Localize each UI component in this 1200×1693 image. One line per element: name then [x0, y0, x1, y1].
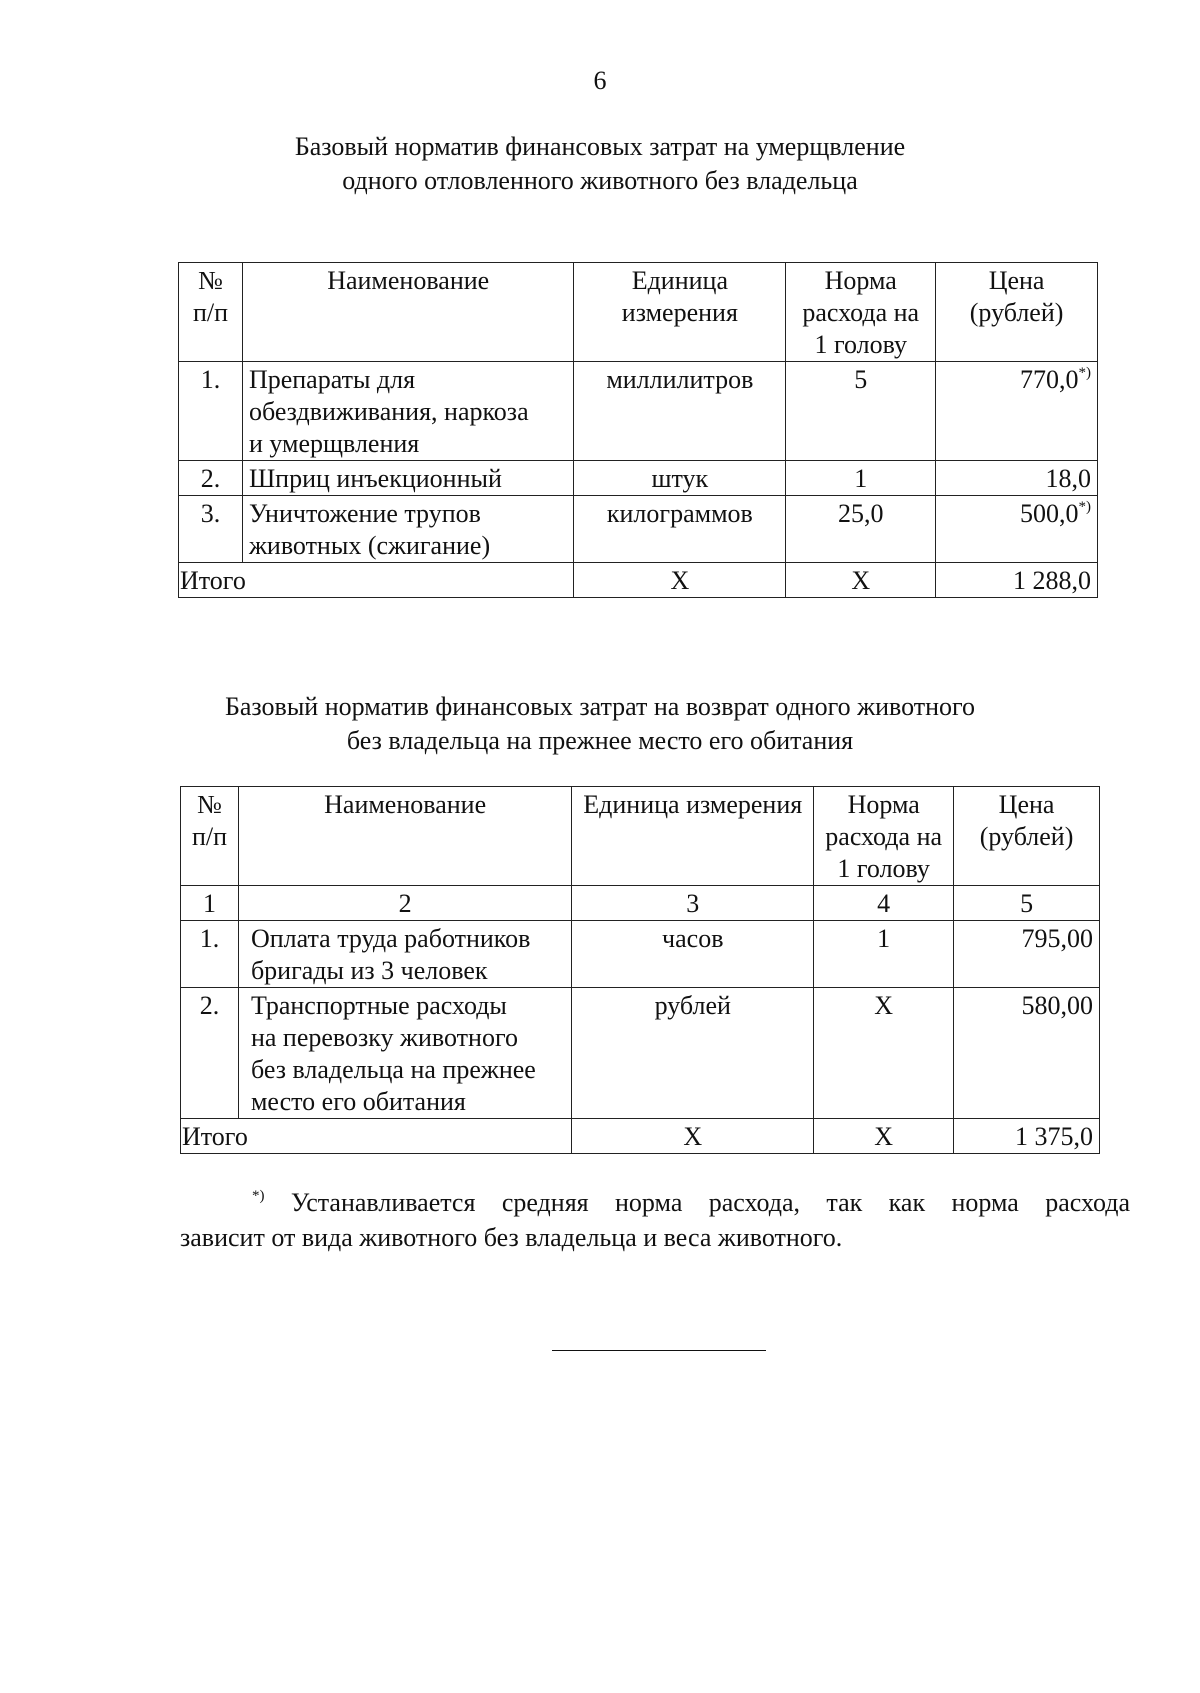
table-row [181, 988, 1100, 1119]
column-number: 4 [814, 886, 954, 921]
footnote [180, 1185, 1130, 1255]
column-number: 3 [572, 886, 814, 921]
row-name-line1: Оплата труда работников [250, 924, 531, 953]
total-label: Итого [179, 563, 574, 598]
end-rule [552, 1350, 766, 1351]
footnote-line2: зависит от вида животного без владельца и веса животного. [180, 1223, 843, 1252]
footnote-line1 [180, 1185, 1130, 1220]
header-unit-line1: Единица [631, 266, 728, 295]
header-norm-line3: 1 голову [837, 854, 930, 883]
row-name [238, 921, 571, 988]
page-number: 6 [593, 66, 607, 95]
row-name-line2: бригады из 3 человек [250, 956, 488, 985]
row-norm: 1 [814, 921, 954, 988]
row-norm: 1 [786, 461, 936, 496]
row-name [238, 988, 571, 1119]
section2-title-line2: без владельца на прежнее место его обитания [346, 726, 854, 755]
header-price-line2: (рублей) [969, 298, 1064, 327]
section2-title-line1: Базовый норматив финансовых затрат на возврат одного животного [224, 692, 976, 721]
table-row [179, 362, 1098, 461]
total-row [179, 563, 1098, 598]
row-unit: килограммов [574, 496, 786, 563]
footnote-marker: *) [252, 1188, 265, 1204]
total-row [181, 1119, 1100, 1154]
footnote-line1-text: Устанавливается средняя норма расхода, так как норма расхода [290, 1188, 1131, 1217]
section1-title-line2: одного отловленного животного без владельца [342, 166, 858, 195]
column-number-row [181, 886, 1100, 921]
footnote-marker: *) [1078, 365, 1091, 381]
row-name-line2: обездвиживания, наркоза [248, 397, 529, 426]
row-name-line4: место его обитания [250, 1087, 466, 1116]
row-num: 2. [179, 461, 243, 496]
table-header-row [179, 263, 1098, 362]
row-name-line1: Шприц инъекционный [248, 464, 502, 493]
total-unit: Х [574, 563, 786, 598]
row-name-line2: животных (сжигание) [248, 531, 491, 560]
total-price: 1 375,0 [954, 1119, 1100, 1154]
row-name [242, 362, 574, 461]
header-num-line2: п/п [191, 822, 227, 851]
row-unit: штук [574, 461, 786, 496]
row-price: 580,00 [954, 988, 1100, 1119]
header-num-line1: № [198, 266, 223, 295]
header-unit-line2: измерения [621, 298, 738, 327]
row-name-line3: и умерщвления [248, 429, 420, 458]
table-row [179, 496, 1098, 563]
header-price-line1: Цена [988, 266, 1045, 295]
total-label: Итого [181, 1119, 572, 1154]
row-num: 1. [179, 362, 243, 461]
row-unit: часов [572, 921, 814, 988]
row-num: 1. [181, 921, 239, 988]
row-price-value: 770,0 [1020, 365, 1079, 394]
row-price-value: 500,0 [1020, 499, 1079, 528]
header-unit-text: Единица измерения [583, 790, 803, 819]
header-price-line1: Цена [998, 790, 1055, 819]
total-norm: Х [786, 563, 936, 598]
row-price: 18,0 [936, 461, 1098, 496]
header-norm [814, 787, 954, 886]
row-price: 795,00 [954, 921, 1100, 988]
column-number: 2 [238, 886, 571, 921]
table-row [179, 461, 1098, 496]
row-norm: Х [814, 988, 954, 1119]
row-name [242, 496, 574, 563]
header-norm-line3: 1 голову [814, 330, 907, 359]
header-price-line2: (рублей) [979, 822, 1074, 851]
row-name-line2: на перевозку животного [250, 1023, 518, 1052]
section1-title [0, 130, 1200, 198]
header-num [179, 263, 243, 362]
header-num-line2: п/п [192, 298, 228, 327]
header-name-text: Наименование [324, 790, 487, 819]
section1-title-line1: Базовый норматив финансовых затрат на умерщвление [294, 132, 906, 161]
header-norm-line2: расхода на [825, 822, 943, 851]
header-num-line1: № [197, 790, 222, 819]
row-name-line1: Уничтожение трупов [248, 499, 481, 528]
header-name [242, 263, 574, 362]
header-name-text: Наименование [327, 266, 490, 295]
header-norm [786, 263, 936, 362]
row-name [242, 461, 574, 496]
header-norm-line1: Норма [824, 266, 897, 295]
row-norm: 25,0 [786, 496, 936, 563]
row-num: 3. [179, 496, 243, 563]
header-norm-line2: расхода на [802, 298, 920, 327]
row-price [936, 496, 1098, 563]
footnote-marker: *) [1078, 499, 1091, 515]
row-name-line1: Транспортные расходы [250, 991, 507, 1020]
row-norm: 5 [786, 362, 936, 461]
row-name-line3: без владельца на прежнее [250, 1055, 536, 1084]
header-unit [574, 263, 786, 362]
header-price [954, 787, 1100, 886]
section2-title [0, 690, 1200, 758]
column-number: 1 [181, 886, 239, 921]
section1-table [178, 262, 1098, 598]
table-row [181, 921, 1100, 988]
row-num: 2. [181, 988, 239, 1119]
section2-table [180, 786, 1100, 1154]
header-name [238, 787, 571, 886]
column-number: 5 [954, 886, 1100, 921]
header-norm-line1: Норма [847, 790, 920, 819]
table-header-row [181, 787, 1100, 886]
row-name-line1: Препараты для [248, 365, 416, 394]
row-price [936, 362, 1098, 461]
header-price [936, 263, 1098, 362]
header-unit [572, 787, 814, 886]
row-unit: миллилитров [574, 362, 786, 461]
header-num [181, 787, 239, 886]
total-norm: Х [814, 1119, 954, 1154]
total-unit: Х [572, 1119, 814, 1154]
total-price: 1 288,0 [936, 563, 1098, 598]
row-unit: рублей [572, 988, 814, 1119]
